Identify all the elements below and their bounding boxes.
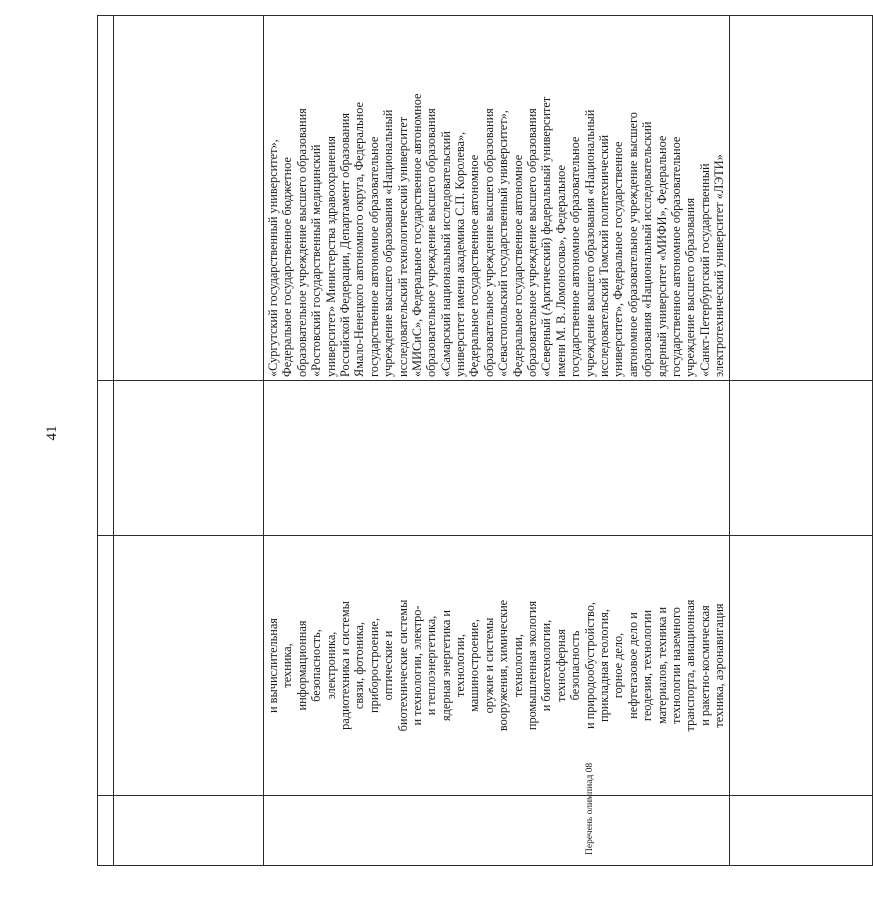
page-number: 41	[44, 425, 60, 441]
table-cell	[114, 16, 264, 381]
direction-line: радиотехника и системы	[337, 601, 352, 730]
organizer-line: Федеральное государственное бюджетное	[280, 157, 295, 377]
direction-line: и природообустройство,	[582, 601, 597, 730]
organizer-line: государственное автономное образовательное	[366, 136, 381, 377]
direction-line: техника,	[280, 643, 295, 688]
direction-line: и технологии, электро-	[409, 605, 424, 726]
direction-line: транспорта, авиационная	[683, 599, 698, 732]
table-row	[114, 16, 264, 866]
direction-line: материалов, техника и	[654, 606, 669, 725]
organizer-line: университет имени академика С.П. Королева»,	[453, 131, 468, 377]
table-row	[98, 16, 114, 866]
organizer-line: государственное автономное образовательное	[568, 136, 583, 377]
direction-line: оптические и	[381, 630, 396, 701]
direction-line: технологии наземного	[668, 607, 683, 724]
table-cell	[729, 536, 872, 796]
organizers-list	[264, 16, 729, 380]
table-row	[729, 16, 872, 866]
direction-line: и биотехнологии,	[539, 619, 554, 712]
table-cell	[98, 796, 114, 866]
organizer-line: Ямало-Ненецкого автономного округа, Федеральное	[352, 102, 367, 377]
direction-line: информационная	[294, 620, 309, 711]
direction-line: и вычислительная	[266, 618, 280, 713]
organizer-line: исследовательский Томский политехнический	[596, 134, 611, 377]
table-cell	[729, 381, 872, 536]
direction-line: электроника,	[323, 631, 338, 700]
table-cell	[98, 16, 114, 381]
organizer-line: автономное образовательное учреждение высшего	[625, 112, 640, 377]
organizer-line: образовательное учреждение высшего образования	[294, 108, 309, 377]
organizer-line: «Северный (Арктический) федеральный университет	[539, 96, 554, 377]
table-cell	[98, 536, 114, 796]
organizer-line: образовательное учреждение высшего образования	[424, 108, 439, 377]
direction-line: горное дело,	[611, 632, 626, 699]
organizer-line: Российской Федерации, Департамент образования	[337, 112, 352, 377]
direction-line: техносферная	[553, 629, 568, 702]
direction-line: геодезия, технологии	[640, 609, 655, 722]
table-cell	[264, 796, 730, 866]
direction-line: машиностроение,	[467, 619, 482, 712]
organizer-line: образовательное учреждение высшего образования	[481, 108, 496, 377]
table-cell	[729, 796, 872, 866]
organizer-line: государственное автономное образовательное	[668, 136, 683, 377]
direction-line: связи, фотоника,	[352, 621, 367, 710]
direction-line: биотехнические системы	[395, 599, 410, 732]
direction-line: приборостроение,	[366, 618, 381, 713]
direction-line: оружие и системы	[481, 617, 496, 714]
direction-line: прикладная геология,	[596, 609, 611, 722]
direction-line: нефтегазовое дело и	[625, 612, 640, 719]
directions-list	[264, 536, 729, 795]
organizer-line: электротехнический университет «ЛЭТИ»	[712, 154, 727, 377]
direction-line: технологии,	[510, 634, 525, 697]
table-cell	[114, 536, 264, 796]
organizer-line: Федеральное государственное автономное	[510, 154, 525, 377]
organizer-line: ядерный университет «МИФИ», Федеральное	[654, 135, 669, 377]
organizer-line: имени М. В. Ломоносова», Федеральное	[553, 165, 568, 377]
organizer-line: учреждение высшего образования	[683, 197, 698, 377]
organizer-line: учреждение высшего образования «Национальный	[582, 109, 597, 377]
direction-line: безопасность	[568, 630, 583, 701]
organizer-line: университет» Министерства здравоохранения	[323, 135, 338, 377]
organizer-line: образовательное учреждение высшего образования	[525, 108, 540, 377]
table-cell	[114, 381, 264, 536]
organizer-line: «МИСиС», Федеральное государственное автономное	[409, 93, 424, 377]
organizer-line: «Самарский национальный исследовательский	[438, 131, 453, 377]
direction-line: ядерная энергетика и	[438, 610, 453, 721]
organizer-line: «Севастопольский государственный университет»,	[496, 110, 511, 377]
olympiad-table	[97, 15, 873, 866]
organizer-line: «Сургутский государственный университет»,	[266, 139, 280, 377]
direction-line: безопасность,	[309, 629, 324, 702]
organizer-line: Федеральное государственное автономное	[467, 154, 482, 377]
organizer-line: университет», Федеральное государственное	[611, 141, 626, 377]
direction-line: и ракетно-космическая	[697, 605, 712, 726]
direction-line: вооружения, химические	[496, 599, 511, 732]
direction-line: и теплоэнергетика,	[424, 615, 439, 716]
table-cell	[98, 381, 114, 536]
direction-line: промышленная экология	[525, 600, 540, 731]
direction-line: техника, аэронавигация	[712, 603, 727, 728]
organizer-line: образования «Национальный исследовательский	[640, 121, 655, 377]
table-cell	[114, 796, 264, 866]
table-row	[264, 16, 730, 866]
organizer-line: учреждение высшего образования «Национальный	[381, 109, 396, 377]
footer-note: Перечень олимпиад 08	[585, 762, 595, 855]
organizer-line: «Санкт-Петербургский государственный	[697, 163, 712, 377]
direction-line: технологии,	[453, 634, 468, 697]
organizations-cell	[264, 16, 730, 381]
directions-cell	[264, 536, 730, 796]
organizer-line: «Ростовский государственный медицинский	[309, 144, 324, 377]
table-cell	[264, 381, 730, 536]
table-cell	[729, 16, 872, 381]
organizer-line: исследовательский технологический университет	[395, 116, 410, 377]
